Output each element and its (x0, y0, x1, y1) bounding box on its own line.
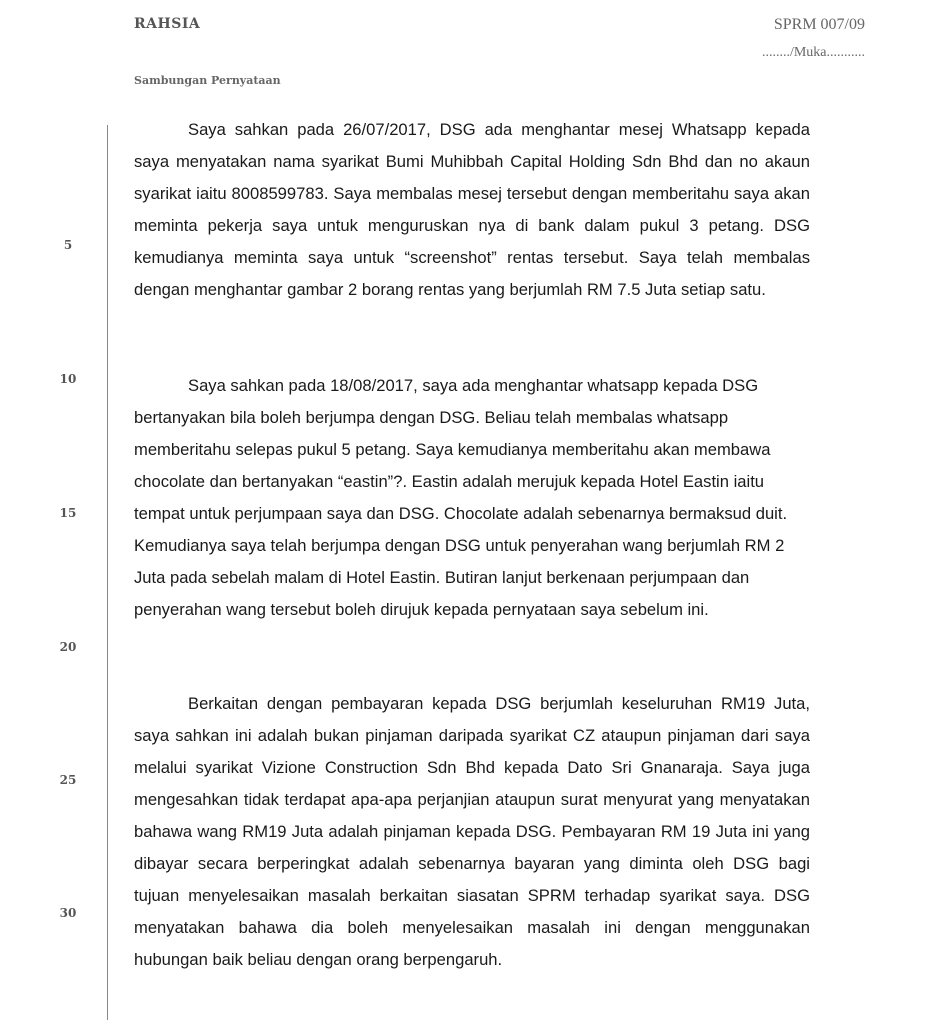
paragraph-1: Saya sahkan pada 26/07/2017, DSG ada menghantar mesej Whatsapp kepada saya menyatakan nama syarikat Bumi Muhibbah Capital Holding Sdn Bhd dan no akaun syarikat iaitu 8008599783. Saya membalas mesej tersebut dengan memberitahu saya akan meminta pekerja saya untuk menguruskan nya di bank dalam pukul 3 petang. DSG kemudianya meminta saya untuk “screenshot” rentas tersebut. Saya telah membalas dengan menghantar gambar 2 borang rentas yang berjumlah RM 7.5 Juta setiap satu. (134, 120, 810, 299)
page-reference: ......../Muka........... (761, 45, 865, 60)
line-number-15: 15 (59, 506, 77, 520)
line-number-10: 10 (59, 372, 77, 386)
continuation-heading: Sambungan Pernyataan (134, 74, 281, 87)
classification-label: RAHSIA (134, 16, 201, 32)
paragraph-3: Berkaitan dengan pembayaran kepada DSG berjumlah keseluruhan RM19 Juta, saya sahkan ini adalah bukan pinjaman daripada syarikat CZ ataupun pinjaman dari saya melalui syarikat Vizione Construction Sdn Bhd kepada Dato Sri Gnanaraja. Saya juga mengesahkan tidak terdapat apa-apa perjanjian ataupun surat menyurat yang menyatakan bahawa wang RM19 Juta adalah pinjaman kepada DSG. Pembayaran RM 19 Juta ini yang dibayar secara berperingkat adalah sebenarnya bayaran yang diminta oleh DSG bagi tujuan menyelesaikan masalah berkaitan siasatan SPRM terhadap syarikat saya. DSG menyatakan bahawa dia boleh menyelesaikan masalah ini dengan menggunakan hubungan baik beliau dengan orang berpengaruh. (134, 694, 810, 969)
line-number-20: 20 (59, 640, 77, 654)
margin-rule (107, 125, 108, 1020)
line-number-5: 5 (63, 238, 73, 252)
form-code: SPRM 007/09 (773, 16, 865, 33)
line-number-25: 25 (59, 773, 77, 787)
line-number-30: 30 (59, 906, 77, 920)
paragraph-2: Saya sahkan pada 18/08/2017, saya ada menghantar whatsapp kepada DSG bertanyakan bila boleh berjumpa dengan DSG. Beliau telah membalas whatsapp memberitahu selepas pukul 5 petang. Saya kemudianya memberitahu akan membawa chocolate dan bertanyakan “eastin”?. Eastin adalah merujuk kepada Hotel Eastin iaitu tempat untuk perjumpaan saya dan DSG. Chocolate adalah sebenarnya bermaksud duit. Kemudianya saya telah berjumpa dengan DSG untuk penyerahan wang berjumlah RM 2 Juta pada sebelah malam di Hotel Eastin. Butiran lanjut berkenaan perjumpaan dan penyerahan wang tersebut boleh dirujuk kepada pernyataan saya sebelum ini. (134, 376, 788, 619)
